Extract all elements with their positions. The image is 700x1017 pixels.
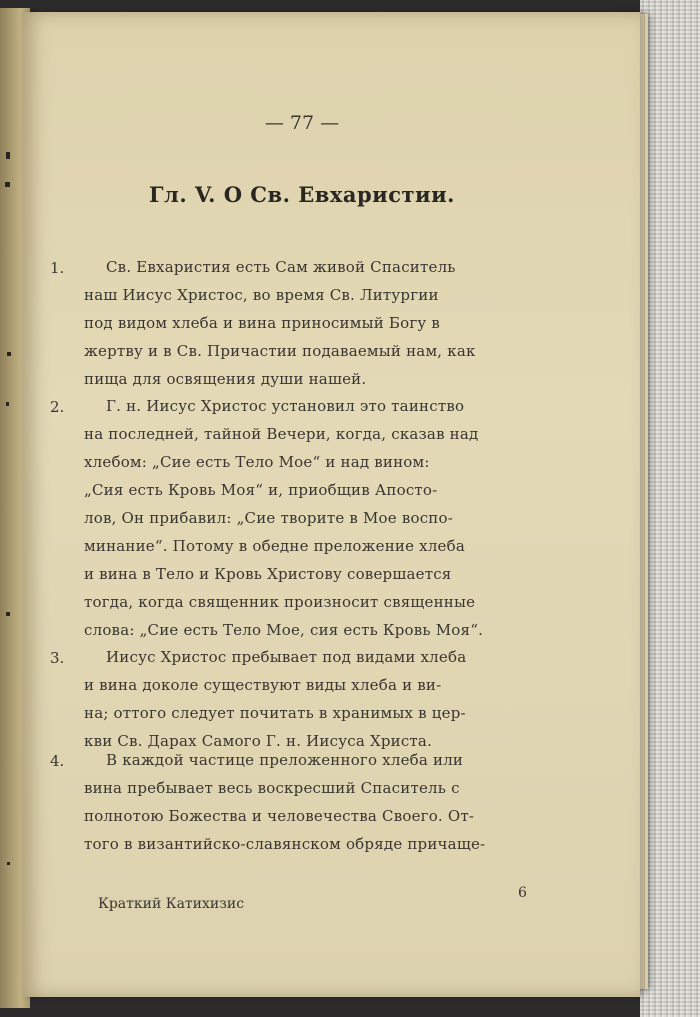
text-line: того в византийско-славянском обряде причаще- xyxy=(84,835,486,853)
text-line: пища для освящения души нашей. xyxy=(84,370,367,388)
text-line: под видом хлеба и вина приносимый Богу в xyxy=(84,314,441,332)
cloth-background xyxy=(640,0,700,1017)
book-page xyxy=(22,12,640,997)
text-line: хлебом: „Сие есть Тело Мое“ и над вином: xyxy=(84,453,430,471)
text-line: Г. н. Иисус Христос установил это таинство xyxy=(106,397,465,415)
item-number-1: 1. xyxy=(50,259,65,277)
text-line: наш Иисус Христос, во время Св. Литургии xyxy=(84,286,439,304)
text-line: „Сия есть Кровь Моя“ и, приобщив Апосто- xyxy=(84,481,438,499)
item-number-2: 2. xyxy=(50,398,65,416)
text-line: полнотою Божества и человечества Своего. От- xyxy=(84,807,475,825)
text-line: Иисус Христос пребывает под видами хлеба xyxy=(106,648,467,666)
text-line: на; оттого следует почитать в хранимых в цер- xyxy=(84,704,466,722)
text-line: лов, Он прибавил: „Сие творите в Мое воспо- xyxy=(84,509,453,527)
text-line: В каждой частице преложенного хлеба или xyxy=(106,751,464,769)
chapter-title: Гл. V. О Св. Евхаристии. xyxy=(149,182,455,207)
item-number-3: 3. xyxy=(50,649,65,667)
text-line: вина пребывает весь воскресший Спаситель с xyxy=(84,779,460,797)
text-line: кви Св. Дарах Самого Г. н. Иисуса Христа. xyxy=(84,732,433,750)
text-line: и вина доколе существуют виды хлеба и ви- xyxy=(84,676,442,694)
text-line: минание“. Потому в обедне преложение хлеба xyxy=(84,537,466,555)
text-line: жертву и в Св. Причастии подаваемый нам, как xyxy=(84,342,476,360)
text-line: Св. Евхаристия есть Сам живой Спаситель xyxy=(106,258,456,276)
footer-book-title: Краткий Катихизис xyxy=(98,896,245,912)
page-number: — 77 — xyxy=(264,112,340,134)
text-line: на последней, тайной Вечери, когда, сказав над xyxy=(84,425,479,443)
text-line: и вина в Тело и Кровь Христову совершается xyxy=(84,565,452,583)
text-line: тогда, когда священник произносит священные xyxy=(84,593,476,611)
item-number-4: 4. xyxy=(50,752,65,770)
text-line: слова: „Сие есть Тело Мое, сия есть Кровь Моя“. xyxy=(84,621,484,639)
footer-signature-number: 6 xyxy=(518,885,527,901)
